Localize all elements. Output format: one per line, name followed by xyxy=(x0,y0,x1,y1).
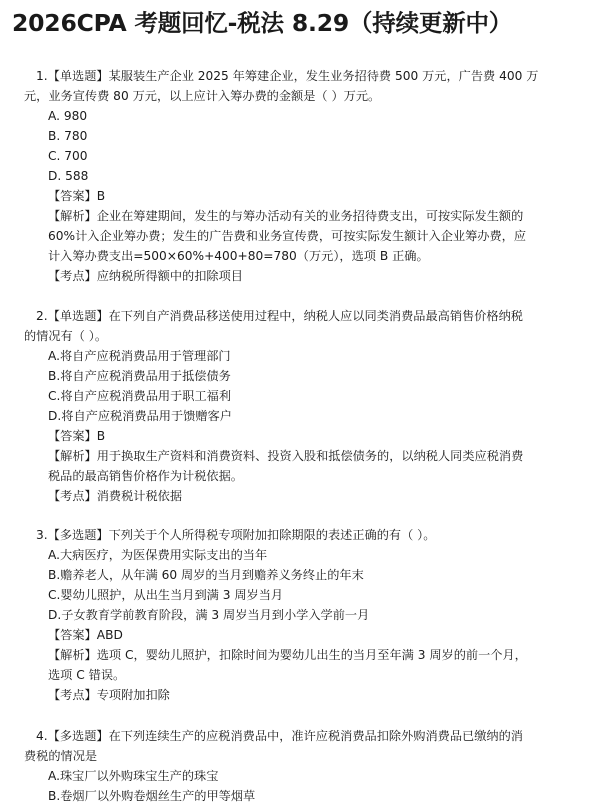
option-a: A. 980 xyxy=(48,109,88,123)
option-b: B.将自产应税消费品用于抵偿债务 xyxy=(48,369,231,383)
option-d: D.将自产应税消费品用于馈赠客户 xyxy=(48,409,232,423)
answer: 【答案】B xyxy=(48,429,106,443)
analysis-cont: 计入筹办费支出=500×60%+400+80=780（万元），选项 B 正确。 xyxy=(48,249,429,263)
page-title: 2026CPA 考题回忆-税法 8.29（持续更新中） xyxy=(12,9,513,37)
answer: 【答案】ABD xyxy=(48,628,123,642)
option-d: D. 588 xyxy=(48,169,89,183)
analysis: 【解析】用于换取生产资料和消费资料、投资入股和抵偿债务的，以纳税人同类应税消费 xyxy=(48,449,524,463)
analysis-cont: 60%计入企业筹办费；发生的广告费和业务宣传费，可按实际发生额计入企业筹办费，应 xyxy=(48,229,527,243)
option-a: A.将自产应税消费品用于管理部门 xyxy=(48,349,231,363)
question-stem: 2.【单选题】在下列自产消费品移送使用过程中，纳税人应以同类消费品最高销售价格纳税 xyxy=(36,309,523,323)
key-point: 【考点】专项附加扣除 xyxy=(48,688,170,702)
analysis: 【解析】企业在筹建期间，发生的与筹办活动有关的业务招待费支出，可按实际发生额的 xyxy=(48,209,524,223)
option-c: C. 700 xyxy=(48,149,88,163)
question-stem: 1.【单选题】某服装生产企业 2025 年筹建企业，发生业务招待费 500 万元，广告费 400 万 xyxy=(36,69,539,83)
analysis: 【解析】选项 C，婴幼儿照护，扣除时间为婴幼儿出生的当月至年满 3 周岁的前一个月， xyxy=(48,648,527,662)
option-a: A.珠宝厂以外购珠宝生产的珠宝 xyxy=(48,769,219,783)
question-3 xyxy=(36,525,581,705)
option-c: C.将自产应税消费品用于职工福利 xyxy=(48,389,232,403)
option-b: B.卷烟厂以外购卷烟丝生产的甲等烟草 xyxy=(48,789,256,803)
analysis-cont: 选项 C 错误。 xyxy=(48,668,126,682)
analysis-cont: 税品的最高销售价格作为计税依据。 xyxy=(48,469,243,483)
option-a: A.大病医疗，为医保费用实际支出的当年 xyxy=(48,548,268,562)
question-stem-cont: 的情况有（ ）。 xyxy=(24,329,108,343)
question-stem-cont: 元，业务宣传费 80 万元，以上应计入筹办费的金额是（ ）万元。 xyxy=(24,89,381,103)
option-b: B. 780 xyxy=(48,129,88,143)
question-4 xyxy=(24,726,581,806)
key-point: 【考点】消费税计税依据 xyxy=(48,489,183,503)
question-1 xyxy=(24,66,581,286)
question-stem: 4.【多选题】在下列连续生产的应税消费品中，准许应税消费品扣除外购消费品已缴纳的消 xyxy=(36,729,523,743)
option-b: B.赡养老人，从年满 60 周岁的当月到赡养义务终止的年末 xyxy=(48,568,364,582)
question-2 xyxy=(24,306,581,506)
option-d: D.子女教育学前教育阶段，满 3 周岁当月到小学入学前一月 xyxy=(48,608,370,622)
answer: 【答案】B xyxy=(48,189,106,203)
key-point: 【考点】应纳税所得额中的扣除项目 xyxy=(48,269,243,283)
option-c: C.婴幼儿照护，从出生当月到满 3 周岁当月 xyxy=(48,588,284,602)
question-stem: 3.【多选题】下列关于个人所得税专项附加扣除期限的表述正确的有（ ）。 xyxy=(36,528,436,542)
question-stem-cont: 费税的情况是 xyxy=(24,749,98,763)
